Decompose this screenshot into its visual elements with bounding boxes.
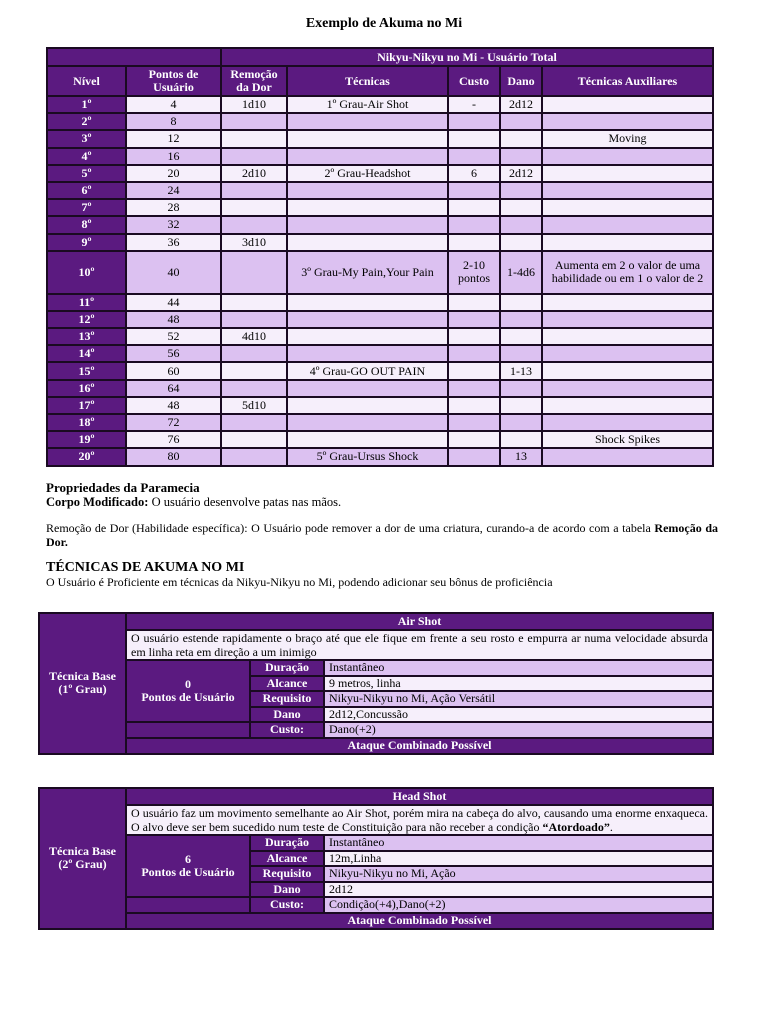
properties-section — [46, 481, 718, 589]
attribute-value: Condição(+4),Dano(+2) — [324, 897, 713, 913]
table-cell — [500, 328, 542, 345]
table-cell: Moving — [542, 130, 713, 147]
table-cell — [287, 216, 448, 233]
table-cell: 4 — [126, 96, 221, 113]
table-row — [47, 380, 713, 397]
table-cell: 48 — [126, 311, 221, 328]
attribute-label: Custo: — [250, 722, 324, 738]
table-cell: 5º Grau-Ursus Shock — [287, 448, 448, 465]
table-cell: 4d10 — [221, 328, 287, 345]
table-row — [47, 96, 713, 113]
table-cell — [221, 448, 287, 465]
table-cell — [448, 130, 500, 147]
column-header: Custo — [448, 66, 500, 96]
table-cell — [448, 311, 500, 328]
table-cell: 44 — [126, 294, 221, 311]
table-cell: 2º Grau-Headshot — [287, 165, 448, 182]
attribute-label: Duração — [250, 660, 324, 676]
table-cell — [500, 199, 542, 216]
table-cell: 1-13 — [500, 362, 542, 379]
table-cell — [448, 380, 500, 397]
table-cell: 5d10 — [221, 397, 287, 414]
table-cell — [542, 234, 713, 251]
table-row — [47, 216, 713, 233]
level-cell: 14º — [47, 345, 126, 362]
table-row — [47, 199, 713, 216]
table-row — [47, 182, 713, 199]
table-cell — [448, 448, 500, 465]
table-cell: 36 — [126, 234, 221, 251]
table-row — [47, 165, 713, 182]
page-title: Exemplo de Akuma no Mi — [305, 16, 463, 31]
attribute-value: Nikyu-Nikyu no Mi, Ação — [324, 866, 713, 882]
column-header: Dano — [500, 66, 542, 96]
attribute-value: Nikyu-Nikyu no Mi, Ação Versátil — [324, 691, 713, 707]
table-row — [47, 148, 713, 165]
table-cell — [542, 397, 713, 414]
table-row — [47, 234, 713, 251]
attribute-label: Duração — [250, 835, 324, 851]
technique-tier: Técnica Base (1º Grau) — [39, 613, 126, 754]
table-cell: 60 — [126, 362, 221, 379]
table-cell — [448, 431, 500, 448]
table-cell — [287, 414, 448, 431]
table-cell — [221, 251, 287, 294]
table-cell: 3º Grau-My Pain,Your Pain — [287, 251, 448, 294]
group-header: Nikyu-Nikyu no Mi - Usuário Total — [221, 48, 713, 66]
attribute-value: 9 metros, linha — [324, 676, 713, 692]
level-cell: 2º — [47, 113, 126, 130]
table-cell — [542, 113, 713, 130]
table-row — [47, 311, 713, 328]
table-cell — [221, 216, 287, 233]
level-cell: 12º — [47, 311, 126, 328]
table-cell: 16 — [126, 148, 221, 165]
table-cell — [221, 414, 287, 431]
table-cell — [500, 380, 542, 397]
table-row — [47, 130, 713, 147]
table-cell — [448, 234, 500, 251]
table-cell — [221, 431, 287, 448]
technique-description: O usuário estende rapidamente o braço até que ele fique em frente a seu rosto e empurra ar numa velocidade absurda em linha reta em direção a um inimigo — [126, 630, 713, 660]
table-cell — [287, 130, 448, 147]
attribute-value: 2d12,Concussão — [324, 707, 713, 723]
level-cell: 8º — [47, 216, 126, 233]
table-cell: 76 — [126, 431, 221, 448]
table-row — [47, 448, 713, 465]
level-cell: 7º — [47, 199, 126, 216]
table-cell — [287, 328, 448, 345]
table-row — [47, 328, 713, 345]
table-row — [47, 414, 713, 431]
table-cell — [542, 216, 713, 233]
table-cell — [500, 414, 542, 431]
remocao-text: Remoção de Dor (Habilidade específica): O Usuário pode remover a dor de uma criatura, curando-a de acordo com a tabela — [46, 521, 655, 535]
table-cell: 48 — [126, 397, 221, 414]
attribute-value: Instantâneo — [324, 835, 713, 851]
table-cell — [542, 328, 713, 345]
table-cell: 56 — [126, 345, 221, 362]
table-cell — [500, 148, 542, 165]
table-row — [47, 362, 713, 379]
points-cell: 0 Pontos de Usuário — [126, 660, 250, 722]
table-cell — [542, 96, 713, 113]
level-cell: 19º — [47, 431, 126, 448]
table-cell — [542, 182, 713, 199]
attribute-label: Alcance — [250, 851, 324, 867]
column-header: Técnicas Auxiliares — [542, 66, 713, 96]
table-cell: 12 — [126, 130, 221, 147]
table-cell — [500, 345, 542, 362]
table-cell: 64 — [126, 380, 221, 397]
table-cell: 4º Grau-GO OUT PAIN — [287, 362, 448, 379]
table-cell — [287, 345, 448, 362]
level-cell: 20º — [47, 448, 126, 465]
level-cell: 9º — [47, 234, 126, 251]
table-cell — [287, 182, 448, 199]
table-cell — [542, 362, 713, 379]
table-cell — [287, 380, 448, 397]
technique-card — [38, 612, 714, 755]
attribute-label: Custo: — [250, 897, 324, 913]
attribute-label: Alcance — [250, 676, 324, 692]
table-row — [47, 294, 713, 311]
technique-name: Air Shot — [126, 613, 713, 630]
attribute-label: Requisito — [250, 691, 324, 707]
tecnicas-heading: TÉCNICAS DE AKUMA NO MI — [46, 560, 245, 575]
technique-footer: Ataque Combinado Possível — [126, 738, 713, 754]
corpo-text: O usuário desenvolve patas nas mãos. — [148, 495, 342, 509]
table-cell — [287, 148, 448, 165]
attribute-label: Requisito — [250, 866, 324, 882]
table-row — [47, 431, 713, 448]
level-cell: 11º — [47, 294, 126, 311]
table-cell — [287, 199, 448, 216]
blank-header — [47, 48, 221, 66]
table-cell: 1-4d6 — [500, 251, 542, 294]
table-cell: 28 — [126, 199, 221, 216]
table-cell — [542, 311, 713, 328]
technique-card — [38, 787, 714, 930]
table-cell — [542, 448, 713, 465]
table-cell — [287, 294, 448, 311]
level-cell: 3º — [47, 130, 126, 147]
level-cell: 18º — [47, 414, 126, 431]
column-header: Técnicas — [287, 66, 448, 96]
table-cell — [287, 234, 448, 251]
table-cell — [542, 148, 713, 165]
table-cell: 2d12 — [500, 165, 542, 182]
table-cell: 3d10 — [221, 234, 287, 251]
level-table — [46, 47, 714, 467]
table-cell — [542, 345, 713, 362]
table-cell — [221, 311, 287, 328]
level-cell: 16º — [47, 380, 126, 397]
table-cell — [448, 113, 500, 130]
table-cell — [542, 380, 713, 397]
table-cell — [500, 397, 542, 414]
technique-footer: Ataque Combinado Possível — [126, 913, 713, 929]
column-header: Remoção da Dor — [221, 66, 287, 96]
table-cell — [500, 130, 542, 147]
table-cell — [448, 199, 500, 216]
table-cell: 1º Grau-Air Shot — [287, 96, 448, 113]
table-cell — [448, 345, 500, 362]
table-cell: - — [448, 96, 500, 113]
points-cell: 6 Pontos de Usuário — [126, 835, 250, 897]
level-cell: 1º — [47, 96, 126, 113]
table-cell — [221, 380, 287, 397]
table-cell — [448, 148, 500, 165]
table-cell: Shock Spikes — [542, 431, 713, 448]
attribute-value: Dano(+2) — [324, 722, 713, 738]
attribute-value: Instantâneo — [324, 660, 713, 676]
properties-heading: Propriedades da Paramecia — [46, 480, 200, 495]
table-cell — [287, 431, 448, 448]
tecnicas-intro: O Usuário é Proficiente em técnicas da Nikyu-Nikyu no Mi, podendo adicionar seu bônus de proficiência — [46, 575, 553, 589]
table-cell — [500, 182, 542, 199]
attribute-value: 12m,Linha — [324, 851, 713, 867]
table-cell — [500, 234, 542, 251]
table-row — [47, 345, 713, 362]
table-cell — [221, 199, 287, 216]
level-cell: 13º — [47, 328, 126, 345]
blank-cell — [126, 897, 250, 913]
remocao-bold: Remoção da Dor. — [46, 521, 718, 549]
table-cell: 8 — [126, 113, 221, 130]
table-cell: 20 — [126, 165, 221, 182]
table-cell — [221, 182, 287, 199]
table-cell — [287, 397, 448, 414]
table-cell: Aumenta em 2 o valor de uma habilidade ou em 1 o valor de 2 — [542, 251, 713, 294]
table-cell — [287, 113, 448, 130]
table-cell — [542, 294, 713, 311]
table-cell: 40 — [126, 251, 221, 294]
level-cell: 15º — [47, 362, 126, 379]
table-cell: 6 — [448, 165, 500, 182]
table-cell: 13 — [500, 448, 542, 465]
table-cell — [542, 414, 713, 431]
table-row — [47, 397, 713, 414]
table-cell: 1d10 — [221, 96, 287, 113]
table-cell — [221, 113, 287, 130]
table-cell — [221, 345, 287, 362]
table-cell — [287, 311, 448, 328]
table-cell — [500, 311, 542, 328]
level-cell: 4º — [47, 148, 126, 165]
level-cell: 6º — [47, 182, 126, 199]
table-cell — [500, 216, 542, 233]
table-cell — [448, 182, 500, 199]
table-cell — [221, 362, 287, 379]
table-row — [47, 113, 713, 130]
table-cell: 72 — [126, 414, 221, 431]
attribute-label: Dano — [250, 707, 324, 723]
table-cell — [448, 216, 500, 233]
table-cell — [500, 431, 542, 448]
blank-cell — [126, 722, 250, 738]
table-cell: 2d12 — [500, 96, 542, 113]
table-cell — [500, 113, 542, 130]
table-cell — [221, 130, 287, 147]
table-cell — [542, 165, 713, 182]
table-cell — [542, 199, 713, 216]
table-cell: 24 — [126, 182, 221, 199]
table-cell — [448, 397, 500, 414]
table-cell: 2d10 — [221, 165, 287, 182]
corpo-label: Corpo Modificado: — [46, 495, 149, 509]
attribute-value: 2d12 — [324, 882, 713, 898]
table-cell — [448, 362, 500, 379]
table-cell: 80 — [126, 448, 221, 465]
table-row — [47, 251, 713, 294]
table-cell: 2-10 pontos — [448, 251, 500, 294]
technique-description: O usuário faz um movimento semelhante ao Air Shot, porém mira na cabeça do alvo, causando uma enorme enxaqueca. O alvo deve ser bem sucedido num teste de Constituição para não receber a condição “Atordoado”. — [126, 805, 713, 835]
level-cell: 10º — [47, 251, 126, 294]
table-cell — [221, 148, 287, 165]
technique-name: Head Shot — [126, 788, 713, 805]
level-cell: 5º — [47, 165, 126, 182]
technique-tier: Técnica Base (2º Grau) — [39, 788, 126, 929]
table-cell — [448, 328, 500, 345]
column-header: Pontos de Usuário — [126, 66, 221, 96]
table-cell: 32 — [126, 216, 221, 233]
table-cell — [500, 294, 542, 311]
table-cell — [448, 294, 500, 311]
attribute-label: Dano — [250, 882, 324, 898]
level-cell: 17º — [47, 397, 126, 414]
table-cell — [448, 414, 500, 431]
table-cell — [221, 294, 287, 311]
column-header: Nível — [47, 66, 126, 96]
table-cell: 52 — [126, 328, 221, 345]
